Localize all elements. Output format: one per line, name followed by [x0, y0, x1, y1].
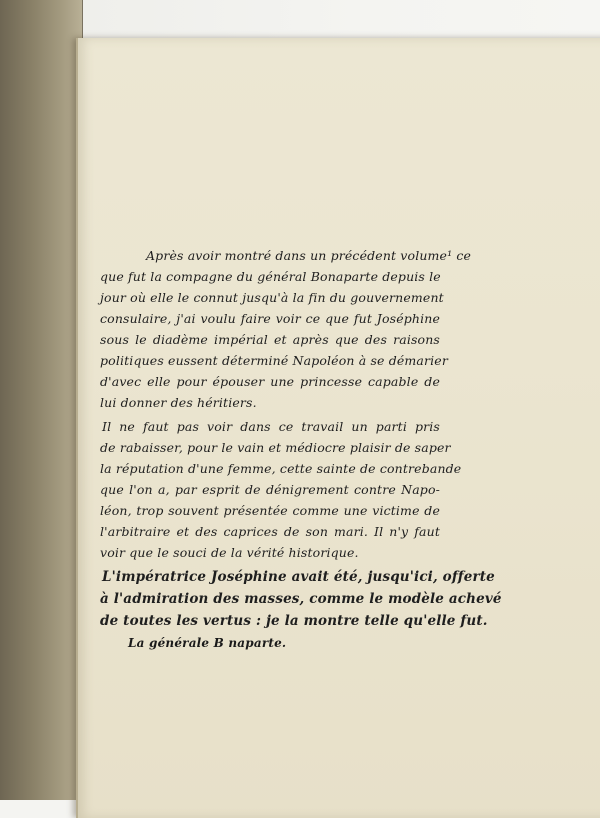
- text-line: consulaire, j'ai voulu faire voir ce que fut Joséphine: [100, 311, 440, 326]
- text-line: Il ne faut pas voir dans ce travail un parti pris: [102, 419, 440, 434]
- text-line: politiques eussent déterminé Napoléon à se démarier: [100, 353, 448, 368]
- book-spine-edge: [0, 0, 83, 800]
- footnote-signature: La générale B naparte.: [128, 636, 287, 650]
- text-line: jour où elle le connut jusqu'à la fin du gouvernement: [100, 290, 444, 305]
- text-line: léon, trop souvent présentée comme une victime de: [100, 503, 440, 518]
- text-line: Après avoir montré dans un précédent volume¹ ce: [146, 248, 472, 263]
- text-line: sous le diadème impérial et après que des raisons: [100, 332, 440, 347]
- text-line: que fut la compagne du général Bonaparte depuis le: [100, 269, 441, 284]
- text-line: L'impératrice Joséphine avait été, jusqu'ici, offerte: [102, 569, 495, 585]
- text-line: à l'admiration des masses, comme le modèle achevé: [100, 591, 502, 607]
- text-line: d'avec elle pour épouser une princesse capable de: [100, 374, 440, 389]
- text-line: voir que le souci de la vérité historique.: [100, 545, 359, 560]
- paragraph-2: [100, 419, 462, 566]
- text-line: l'arbitraire et des caprices de son mari. Il n'y faut: [100, 524, 440, 539]
- text-line: que l'on a, par esprit de dénigrement contre Napo-: [100, 482, 440, 497]
- text-line: de toutes les vertus : je la montre telle qu'elle fut.: [100, 613, 488, 629]
- text-line: de rabaisser, pour le vain et médiocre plaisir de saper: [100, 440, 451, 455]
- paragraph-1: [100, 248, 472, 416]
- text-line: la réputation d'une femme, cette sainte de contrebande: [100, 461, 462, 476]
- text-line: lui donner des héritiers.: [100, 395, 257, 410]
- paragraph-3: [100, 569, 502, 635]
- preface-text: [100, 248, 502, 635]
